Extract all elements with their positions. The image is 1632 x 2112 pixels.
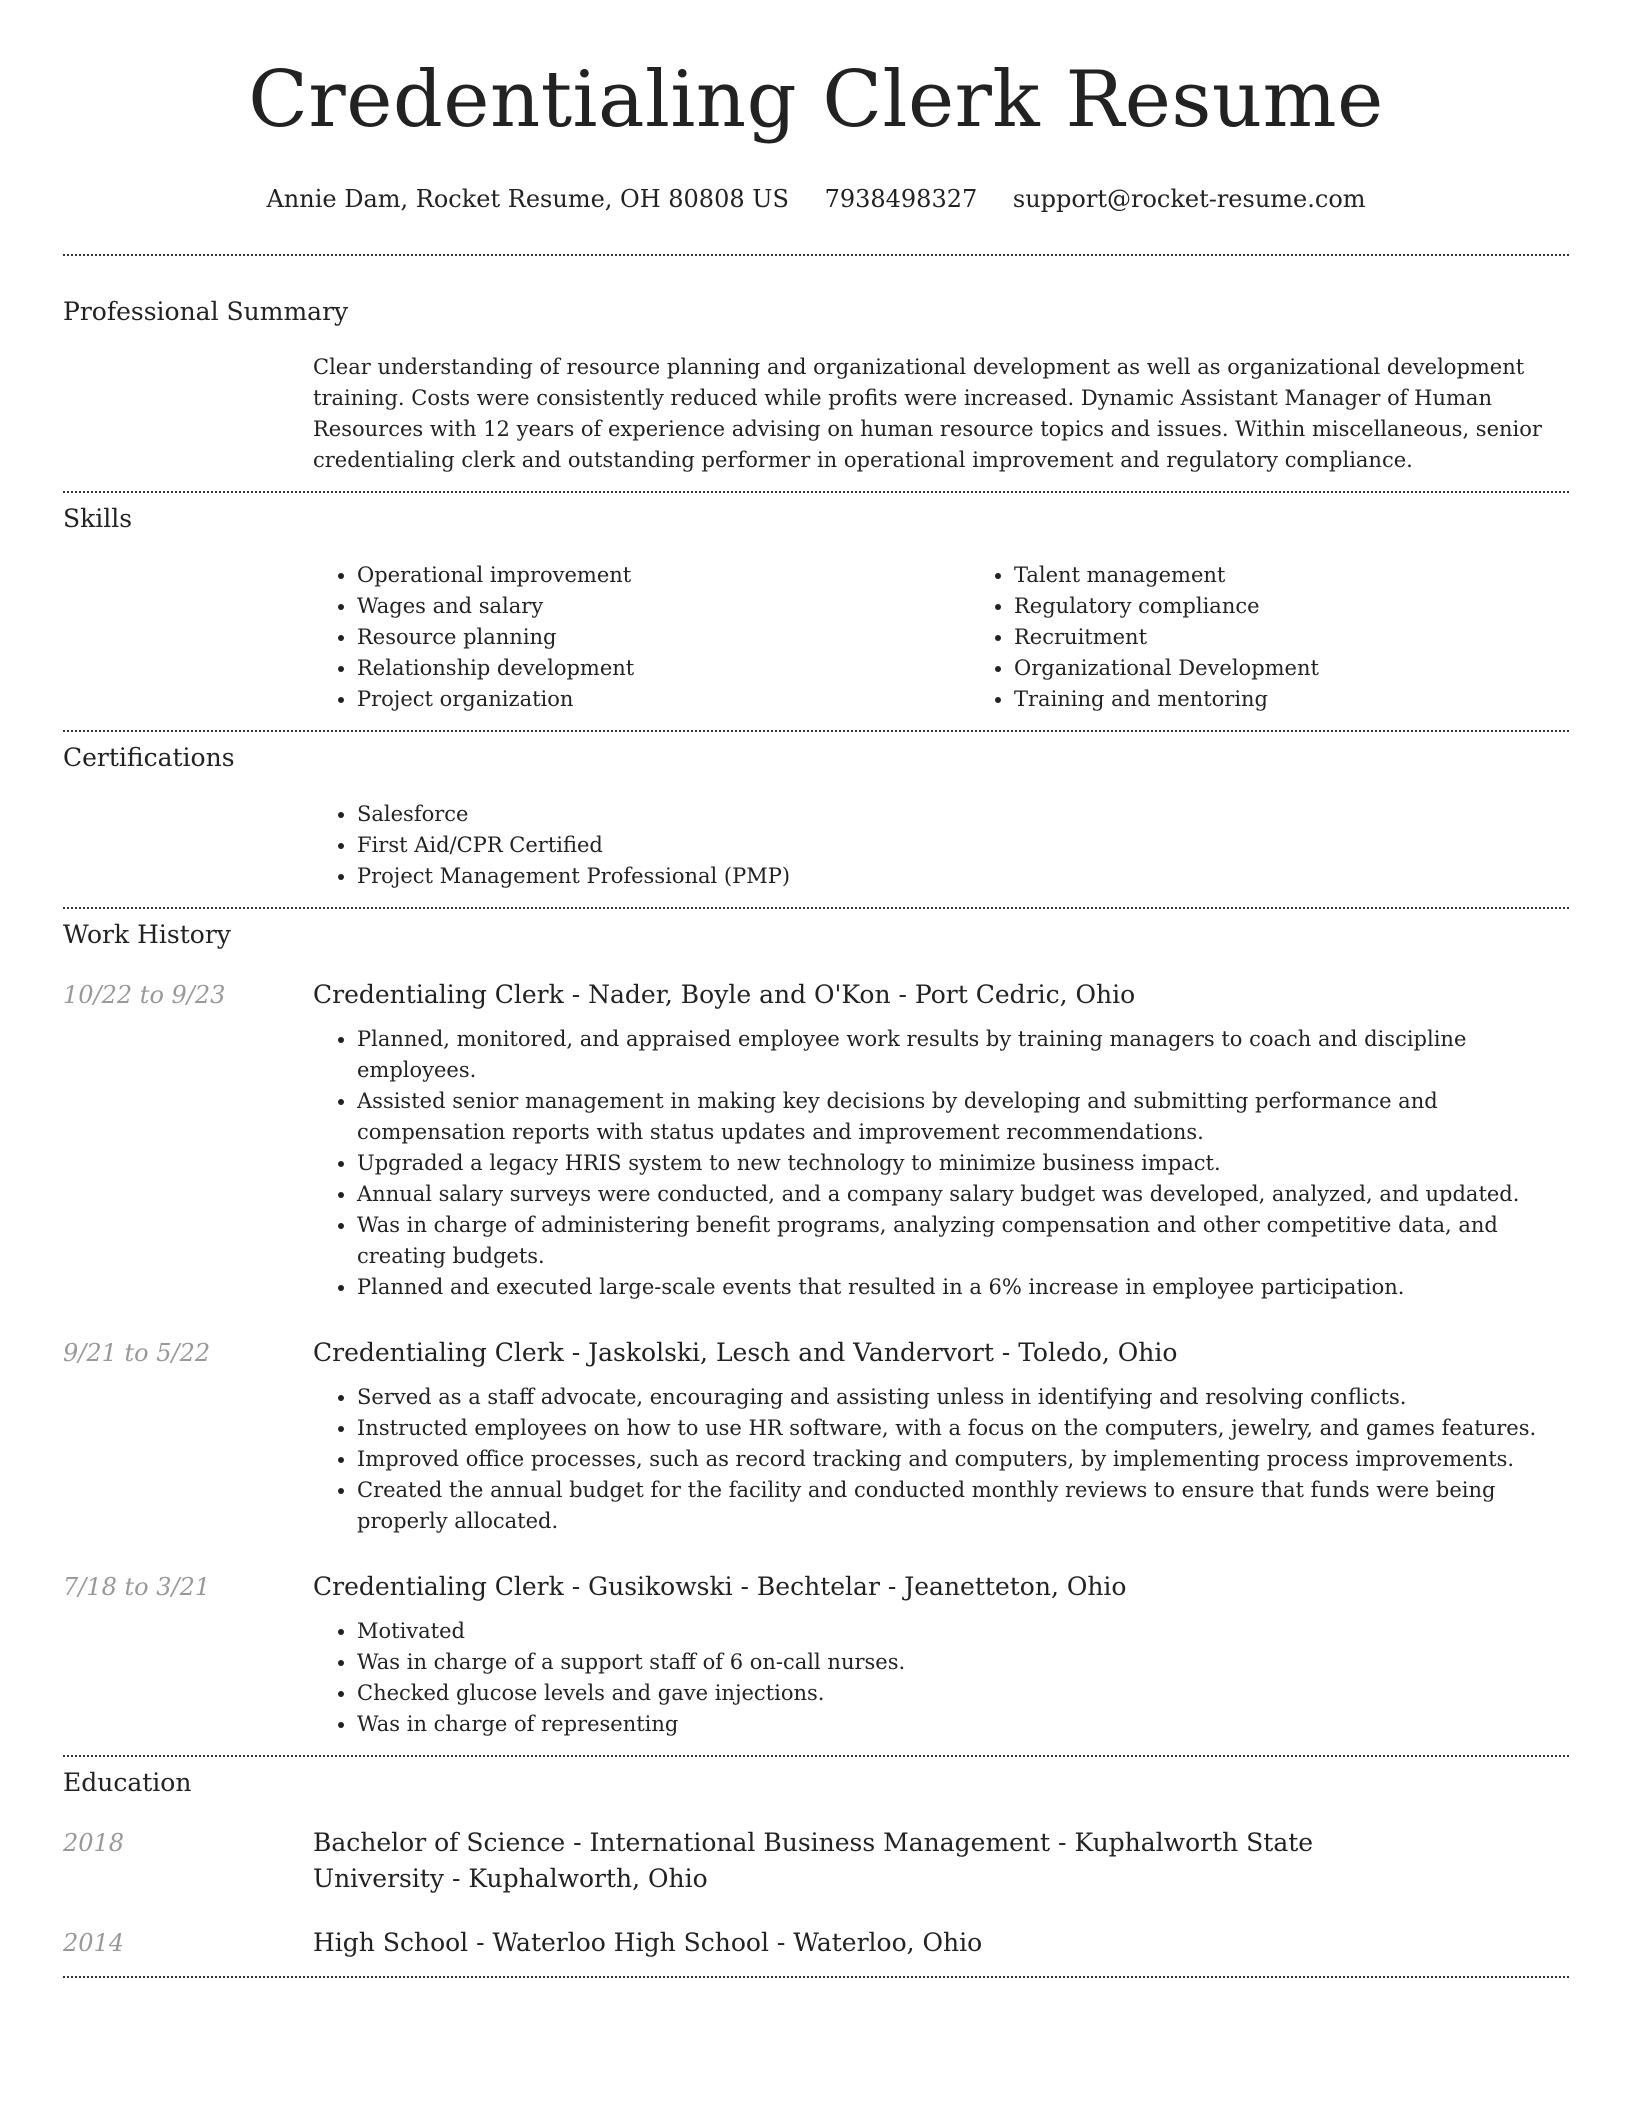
contact-phone: 7938498327 xyxy=(824,185,978,213)
job-title: Credentialing Clerk - Jaskolski, Lesch and Vandervort - Toledo, Ohio xyxy=(313,1338,1178,1367)
skill-item: • Operational improvement xyxy=(357,560,970,591)
job-bullet: • Assisted senior management in making key decisions by developing and submitting performance and compensation reports with status updates and improvement recommendations. xyxy=(357,1086,1569,1148)
job-bullet: • Instructed employees on how to use HR software, with a focus on the computers, jewelry, and games features. xyxy=(357,1413,1569,1444)
job-entry xyxy=(63,977,1569,1303)
job-bullet: • Was in charge of representing xyxy=(357,1709,1569,1740)
certification-item: • First Aid/CPR Certified xyxy=(357,830,790,861)
job-bullet: • Checked glucose levels and gave injections. xyxy=(357,1678,1569,1709)
job-entry xyxy=(63,1569,1569,1740)
section-heading: Skills xyxy=(63,504,133,533)
job-bullet: • Served as a staff advocate, encouraging and assisting unless in identifying and resolving conflicts. xyxy=(357,1382,1569,1413)
contact-address: Annie Dam, Rocket Resume, OH 80808 US xyxy=(266,185,789,213)
professional-summary-section xyxy=(63,256,1569,491)
education-year: 2014 xyxy=(63,1929,125,1957)
job-dates: 9/21 to 5/22 xyxy=(63,1339,211,1367)
job-bullet: • Was in charge of administering benefit programs, analyzing compensation and other competitive data, and creating budgets. xyxy=(357,1210,1569,1272)
job-bullets xyxy=(313,1382,1569,1537)
section-heading: Work History xyxy=(63,920,231,949)
education-year: 2018 xyxy=(63,1829,125,1857)
skill-item: • Relationship development xyxy=(357,653,970,684)
job-title: Credentialing Clerk - Nader, Boyle and O'Kon - Port Cedric, Ohio xyxy=(313,980,1136,1009)
contact-line xyxy=(63,184,1569,214)
certifications-section xyxy=(63,732,1569,907)
education-degree: Bachelor of Science - International Business Management - Kuphalworth State University - Kuphalworth, Ohio xyxy=(313,1828,1314,1893)
work-history-section xyxy=(63,909,1569,1755)
skill-item: • Regulatory compliance xyxy=(1014,591,1627,622)
job-title: Credentialing Clerk - Gusikowski - Bechtelar - Jeanetteton, Ohio xyxy=(313,1572,1127,1601)
education-section xyxy=(63,1757,1569,1976)
section-heading: Education xyxy=(63,1768,192,1797)
resume-title: Credentialing Clerk Resume xyxy=(248,55,1384,145)
job-dates: 10/22 to 9/23 xyxy=(63,981,226,1009)
skills-section xyxy=(63,493,1569,730)
job-bullet: • Annual salary surveys were conducted, and a company salary budget was developed, analyzed, and updated. xyxy=(357,1179,1569,1210)
education-entry xyxy=(63,1925,1569,1961)
certifications-list xyxy=(313,799,790,892)
job-bullet: • Motivated xyxy=(357,1616,1569,1647)
job-bullet: • Planned, monitored, and appraised employee work results by training managers to coach and discipline employees. xyxy=(357,1024,1569,1086)
skill-item: • Resource planning xyxy=(357,622,970,653)
section-divider xyxy=(63,1976,1569,1978)
skills-list-left xyxy=(313,560,970,715)
skill-item: • Recruitment xyxy=(1014,622,1627,653)
section-heading: Professional Summary xyxy=(63,297,349,326)
skill-item: • Organizational Development xyxy=(1014,653,1627,684)
skill-item: • Talent management xyxy=(1014,560,1627,591)
certification-item: • Project Management Professional (PMP) xyxy=(357,861,790,892)
summary-text: Clear understanding of resource planning and organizational development as well as organizational development training. Costs were consistently reduced while profits were increased. Dynamic Assistant Manager of Human Resources with 12 years of experience advising on human resource topics and issues. Within miscellaneous, senior credentialing clerk and outstanding performer in operational improvement and regulatory compliance. xyxy=(313,355,1542,472)
job-bullet: • Planned and executed large-scale events that resulted in a 6% increase in employee participation. xyxy=(357,1272,1569,1303)
education-entry xyxy=(63,1825,1569,1897)
job-bullet: • Was in charge of a support staff of 6 on-call nurses. xyxy=(357,1647,1569,1678)
job-entry xyxy=(63,1335,1569,1537)
contact-email: support@rocket-resume.com xyxy=(1012,185,1366,213)
job-dates: 7/18 to 3/21 xyxy=(63,1573,211,1601)
job-bullet: • Improved office processes, such as record tracking and computers, by implementing process improvements. xyxy=(357,1444,1569,1475)
job-bullet: • Upgraded a legacy HRIS system to new technology to minimize business impact. xyxy=(357,1148,1569,1179)
skills-list-right xyxy=(970,560,1627,715)
job-bullets xyxy=(313,1024,1569,1303)
skill-item: • Training and mentoring xyxy=(1014,684,1627,715)
certification-item: • Salesforce xyxy=(357,799,790,830)
education-degree: High School - Waterloo High School - Waterloo, Ohio xyxy=(313,1928,983,1957)
job-bullet: • Created the annual budget for the facility and conducted monthly reviews to ensure that funds were being properly allocated. xyxy=(357,1475,1569,1537)
section-heading: Certifications xyxy=(63,743,235,772)
skill-item: • Project organization xyxy=(357,684,970,715)
skill-item: • Wages and salary xyxy=(357,591,970,622)
job-bullets xyxy=(313,1616,1569,1740)
